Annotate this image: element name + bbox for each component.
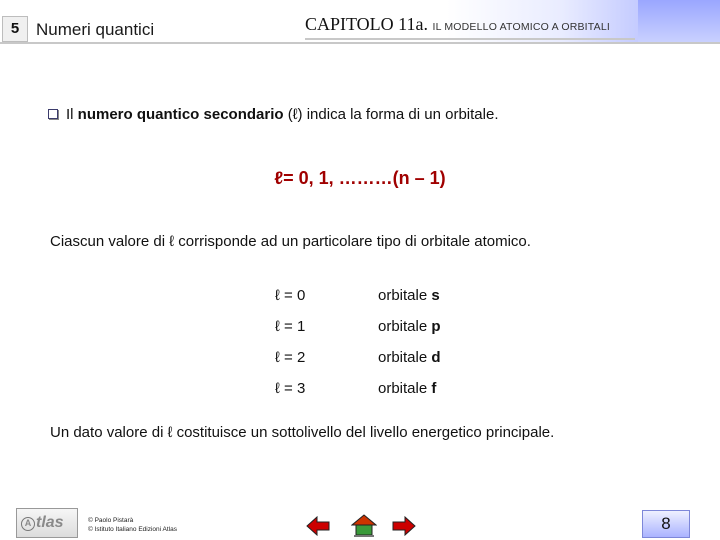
- table-row: [270, 342, 498, 373]
- section-title: Numeri quantici: [36, 20, 155, 39]
- paragraph-orbital-types: Ciascun valore di ℓ corrisponde ad un particolare tipo di orbitale atomico.: [50, 233, 531, 250]
- bullet-bold: numero quantico secondario: [77, 106, 284, 123]
- table-row: [270, 311, 498, 342]
- table-row: [270, 280, 498, 311]
- orbital-name: [378, 280, 498, 311]
- orbital-text: orbitale: [378, 318, 432, 335]
- atlas-logo: [16, 508, 78, 538]
- chapter-sub: IL MODELLO ATOMICO A ORBITALI: [432, 21, 610, 33]
- home-icon: [351, 514, 377, 538]
- section-number: 5: [2, 16, 28, 42]
- right-arrow-icon: [392, 516, 416, 536]
- orbital-name: [378, 373, 498, 404]
- orbital-text: orbitale: [378, 349, 432, 366]
- page-number: 8: [642, 510, 690, 538]
- l-value: ℓ = 0: [275, 287, 306, 304]
- back-arrow-button[interactable]: [306, 516, 330, 536]
- orbital-text: orbitale: [378, 287, 432, 304]
- logo-letter: A: [21, 517, 35, 531]
- orbital-table: [270, 280, 498, 404]
- header-divider: [0, 42, 720, 44]
- header-accent-tab: [638, 0, 720, 42]
- l-value: ℓ = 1: [275, 318, 306, 335]
- forward-arrow-button[interactable]: [392, 516, 416, 536]
- l-value: ℓ = 2: [275, 349, 306, 366]
- table-row: [270, 373, 498, 404]
- home-button[interactable]: [351, 514, 377, 538]
- bullet-prefix: Il: [66, 106, 78, 123]
- orbital-letter: d: [431, 349, 441, 366]
- orbital-letter: s: [431, 287, 440, 304]
- logo-text: tlas: [36, 514, 64, 531]
- orbital-letter: f: [431, 380, 437, 397]
- orbital-name: [378, 342, 498, 373]
- credits: [88, 516, 177, 534]
- orbital-letter: p: [431, 318, 441, 335]
- orbital-name: [378, 311, 498, 342]
- left-arrow-icon: [306, 516, 330, 536]
- bullet-point: [48, 106, 499, 123]
- paragraph-sublevel: Un dato valore di ℓ costituisce un sottolivello del livello energetico principale.: [50, 424, 555, 441]
- chapter-heading: [305, 14, 635, 40]
- chapter-main: CAPITOLO 11a.: [305, 14, 428, 34]
- bullet-square-icon: [48, 109, 58, 119]
- bullet-suffix: (ℓ) indica la forma di un orbitale.: [283, 106, 499, 123]
- credit-publisher: © Istituto Italiano Edizioni Atlas: [88, 526, 177, 533]
- formula: ℓ= 0, 1, ………(n – 1): [274, 168, 446, 188]
- l-value: ℓ = 3: [275, 380, 306, 397]
- orbital-text: orbitale: [378, 380, 432, 397]
- credit-author: © Paolo Pistarà: [88, 517, 134, 524]
